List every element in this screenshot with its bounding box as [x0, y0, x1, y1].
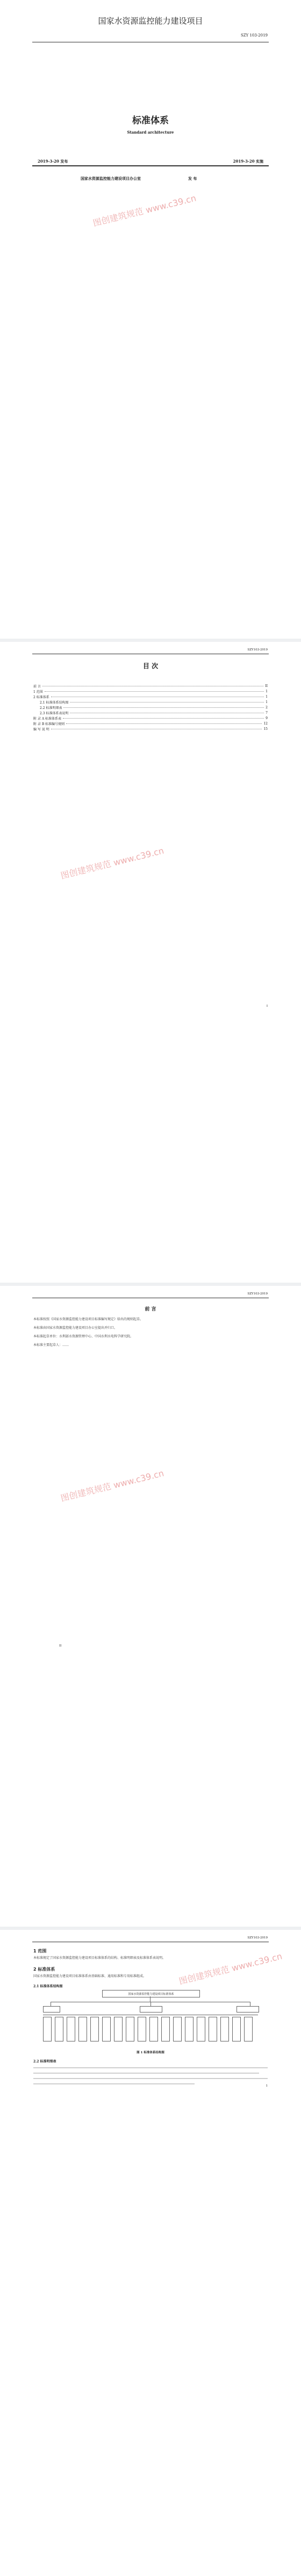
figure-leaf-box — [220, 2017, 229, 2041]
main-page — [0, 1930, 301, 2576]
toc-item[interactable]: 附 录 A 标准体系表 9 — [33, 716, 268, 721]
figure-leaf-box — [185, 2017, 194, 2041]
figure-leaf-box — [244, 2017, 253, 2041]
text-line — [33, 2083, 195, 2084]
watermark: 图创建筑规范 www.c39.cn — [177, 1951, 283, 1987]
text-line — [33, 2067, 268, 2068]
issuer: 国家水资源监控能力建设项目办公室 — [81, 176, 141, 181]
section-2-1-title: 2.1 标准体系结构图 — [33, 1985, 63, 1988]
figure-leaf-box — [209, 2017, 217, 2041]
implementation-date: 2019-3-20 实施 — [233, 159, 263, 164]
preface-paragraph: 本标准主要起草人：…… — [33, 1343, 69, 1347]
figure-leaf-box — [90, 2017, 99, 2041]
figure-group-box — [140, 2006, 162, 2012]
toc-item[interactable]: 2 标准体系 1 — [33, 695, 268, 699]
page-header-code: SZY103-2019 — [247, 1936, 268, 1940]
preface-page — [0, 1286, 301, 1927]
section-2-text: 国家水资源监控能力建设项目标准体系由基础标准、通用标准和专用标准组成。 — [33, 1974, 147, 1978]
watermark: 图创建筑规范 www.c39.cn — [59, 1468, 165, 1504]
page-header-code: SZY103-2019 — [247, 1292, 268, 1296]
figure-group-box — [236, 2006, 259, 2012]
issue-date: 2019-3-20 发布 — [38, 159, 68, 164]
figure-leaf-box — [173, 2017, 182, 2041]
watermark: 图创建筑规范 www.c39.cn — [59, 845, 165, 881]
figure-leaf-box — [149, 2017, 158, 2041]
toc-item[interactable]: 2.3 标准体系表说明 7 — [40, 711, 268, 715]
cover-title: 国家水资源监控能力建设项目 — [98, 16, 203, 26]
figure-leaf-box — [78, 2017, 87, 2041]
section-1-text: 本标准规定了国家水资源监控能力建设项目标准体系的结构、标准明细表及标准体系表说明。 — [33, 1956, 166, 1960]
figure-leaf-box — [197, 2017, 205, 2041]
figure-group-box — [43, 2006, 60, 2012]
section-2-title: 2 标准体系 — [33, 1967, 55, 1972]
text-line — [33, 2073, 259, 2074]
preface-paragraph: 本标准按照《国家水资源监控能力建设项目标准编写规定》给出的规则起草。 — [33, 1318, 144, 1321]
preface-title: 前 言 — [145, 1307, 156, 1312]
section-2-2-title: 2.2 标准明细表 — [33, 2060, 56, 2063]
page-number: II — [59, 1644, 62, 1648]
document-name: 标准体系 — [132, 115, 169, 126]
cover-page — [0, 0, 301, 639]
figure-leaf-box — [102, 2017, 111, 2041]
figure-leaf-box — [55, 2017, 63, 2041]
toc-item[interactable]: 前 言 II — [33, 684, 268, 689]
architecture-figure — [43, 1990, 258, 2047]
preface-paragraph: 本标准起草单位：水利部水资源管理中心、中国水利水电科学研究院。 — [33, 1335, 134, 1338]
page-header-code: SZY103-2019 — [247, 648, 268, 652]
toc-item[interactable]: 1 范围 1 — [33, 690, 268, 694]
toc-title: 目 次 — [142, 662, 159, 670]
figure-leaf-box — [138, 2017, 146, 2041]
page-number: 1 — [266, 2084, 268, 2088]
figure-root-box: 国家水资源监控能力建设项目标准体系 — [102, 1990, 200, 1997]
text-line — [33, 2078, 268, 2079]
figure-leaf-box — [232, 2017, 241, 2041]
standard-code: SZY 103-2019 — [240, 33, 268, 38]
preface-paragraph: 本标准由国家水资源监控能力建设项目办公室提出并归口。 — [33, 1326, 118, 1330]
figure-leaf-box — [67, 2017, 75, 2041]
toc-item[interactable]: 附 录 B 标准编号规则 12 — [33, 722, 268, 726]
figure-leaf-box — [114, 2017, 123, 2041]
toc-page — [0, 642, 301, 1283]
watermark: 图创建筑规范 www.c39.cn — [91, 193, 197, 229]
figure-leaf-box — [161, 2017, 170, 2041]
section-1-title: 1 范围 — [33, 1949, 47, 1953]
figure-caption: 图 1 标准体系结构图 — [137, 2051, 164, 2054]
toc-item[interactable]: 编 写 说 明 15 — [33, 727, 268, 731]
page-number: I — [266, 1005, 268, 1008]
issue-word: 发 布 — [188, 176, 197, 181]
figure-leaf-box — [43, 2017, 52, 2041]
toc-item[interactable]: 2.1 标准体系结构图 1 — [40, 700, 268, 705]
cover-bottom-rule — [32, 165, 269, 166]
figure-leaf-box — [126, 2017, 134, 2041]
toc-item[interactable]: 2.2 标准明细表 2 — [40, 706, 268, 710]
document-name-en: Standard architecture — [127, 130, 174, 135]
